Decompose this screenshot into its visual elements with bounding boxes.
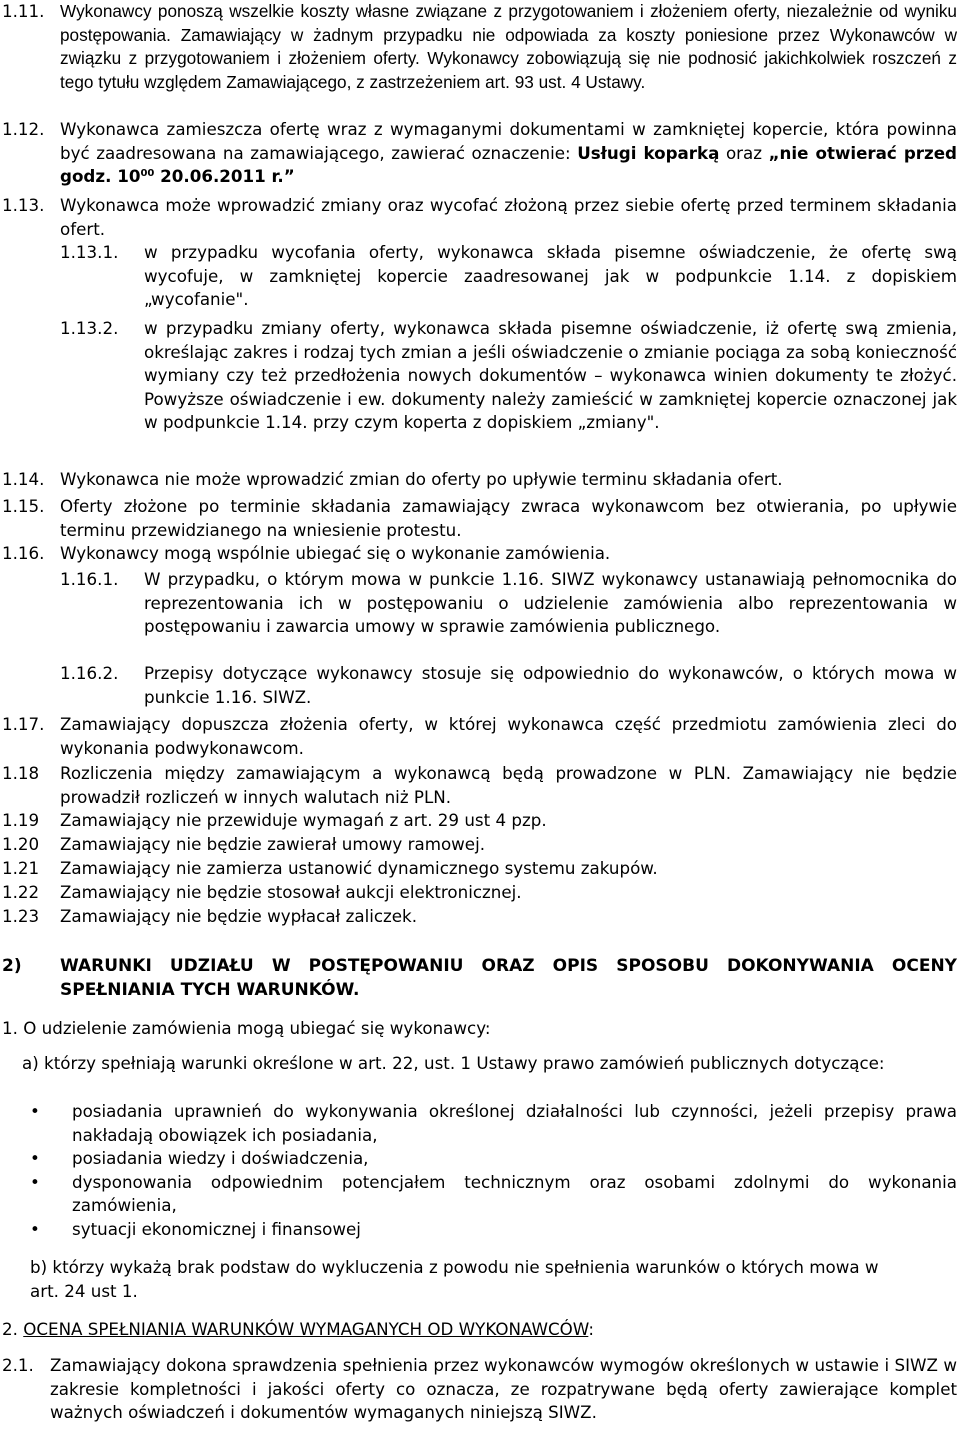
section-1-16-1 [60,568,957,639]
paragraph-a-text: a) którzy spełniają warunki określone w art. 22, ust. 1 Ustawy prawo zamówień publicznych dotyczące: [22,1053,885,1073]
heading-text: WARUNKI UDZIAŁU W POSTĘPOWANIU ORAZ OPIS SPOSOBU DOKONYWANIA OCENY SPEŁNIANIA TYCH WARUNKÓW. [60,956,957,1000]
section-text: Zamawiający nie będzie wypłacał zaliczek. [60,906,418,926]
chapter-heading [2,955,957,1002]
section-text: Zamawiający dopuszcza złożenia oferty, w której wykonawca część przedmiotu zamówienia zleci do wykonania podwykonawcom. [60,714,957,758]
section-1-21 [2,857,957,881]
section-number: 1.11. [2,1,45,21]
section-number: 1.18 [2,763,40,783]
section-number: 1.19 [2,810,40,830]
list-item-text: dysponowania odpowiednim potencjałem technicznym oraz osobami zdolnymi do wykonania zamówienia, [72,1171,957,1215]
paragraph-b: b) którzy wykażą brak podstaw do wykluczenia z powodu nie spełnienia warunków o których mowa w art. 24 ust 1. [30,1257,879,1301]
section-1-12 [2,118,957,189]
bullet-icon: • [30,1218,40,1239]
section-1-18 [2,762,957,809]
list-item-text: posiadania wiedzy i doświadczenia, [72,1148,369,1168]
section-1-16-2 [60,662,957,709]
section-number: 1.23 [2,906,40,926]
section-number: 1.16.1. [60,569,119,589]
marking-date: 20.06.2011 r.” [154,166,295,186]
marking-text: Usługi koparką [577,142,720,163]
section-text: Zamawiający nie będzie stosował aukcji elektronicznej. [60,882,522,902]
list-item-text: sytuacji ekonomicznej i finansowej [72,1218,361,1239]
section-text: Zamawiający dokona sprawdzenia spełnienia przez wykonawców wymogów określonych w ustawie i SIWZ w zakresie kompletności i jakości oferty co oznacza, ze rozpatrywane będą oferty zawierające komplet ważnych oświadczeń i dokumentów wymaganych niniejszą SIWZ. [50,1355,957,1422]
section-text: Wykonawca nie może wprowadzić zmian do oferty po upływie terminu składania ofert. [60,469,783,489]
section-text: Rozliczenia między zamawiającym a wykonawcą będą prowadzone w PLN. Zamawiający nie będzie prowadził rozliczeń w innych walutach niż PLN. [60,763,957,807]
section-number: 2. [2,1319,18,1339]
section-number: 1.13.1. [60,242,119,262]
paragraph-a [2,1052,957,1076]
section-1-23 [2,905,957,929]
section-number: 1.13.2. [60,318,119,338]
section-number: 1.16. [2,543,45,563]
section-1-13-2 [60,317,957,435]
section-number: 1.13. [2,195,45,215]
section-number: 1.20 [2,834,40,854]
section-text: Oferty złożone po terminie składania zamawiający zwraca wykonawcom bez otwierania, po upływie terminu przewidzianego na wniesienie protestu. [60,496,957,540]
section-text: Wykonawca zamieszcza ofertę wraz z wymaganymi dokumentami w zamkniętej kopercie, która powinna być zaadresowana na zamawiającego, zawierać oznaczenie: [60,119,957,163]
list-item [22,1100,957,1147]
section-number: 1.17. [2,714,45,734]
section-text-and: oraz [719,142,769,163]
bullet-icon: • [30,1171,40,1192]
list-item-text: posiadania uprawnień do wykonywania określonej działalności lub czynności, jeżeli przepisy prawa nakładają obowiązek ich posiadania, [72,1101,957,1145]
section-text: W przypadku, o którym mowa w punkcie 1.16. SIWZ wykonawcy ustanawiają pełnomocnika do reprezentowania ich w postępowaniu o udzielenie zamówienia albo reprezentowania w postępowaniu i zawarcia umowy w sprawie zamówienia publicznego. [144,569,957,636]
section-1-15 [2,495,957,542]
list-item [22,1147,957,1171]
section-text: w przypadku wycofania oferty, wykonawca składa pisemne oświadczenie, że ofertę swą wycofuje, w zamkniętej kopercie zaadresowanej jak w podpunkcie 1.14. z dopiskiem „wycofanie". [144,242,957,309]
section-number: 2.1. [2,1355,34,1375]
section-1-20 [2,833,957,857]
section-number: 1.16.2. [60,663,119,683]
heading-colon: : [588,1319,594,1339]
marking-do-not-open: „nie otwierać przed godz. 10 [60,142,957,186]
paragraph-1: 1. O udzielenie zamówienia mogą ubiegać się wykonawcy: [2,1018,491,1038]
section-number: 1.21 [2,858,40,878]
section-number: 1.12. [2,119,45,139]
section-1-17 [2,713,957,760]
conditions-list [22,1100,957,1241]
section-1-13 [2,194,957,241]
section-1-11 [2,0,957,94]
section-1-16 [2,542,957,566]
list-item [22,1171,957,1218]
section-2-1 [2,1354,957,1425]
section-text: Wykonawcy ponoszą wszelkie koszty własne związane z przygotowaniem i złożeniem oferty, niezależnie od wyniku postępowania. Zamawiający w żadnym przypadku nie odpowiada za koszty poniesione przez Wykonawców w związku z przygotowaniem i złożeniem oferty. [60,1,957,68]
section-number: 1.14. [2,469,45,489]
paragraph-2 [2,1318,957,1342]
heading-number: 2) [2,956,22,976]
section-text: Zamawiający nie zamierza ustanowić dynamicznego systemu zakupów. [60,858,658,878]
section-1-14 [2,468,957,492]
section-text: Wykonawcy mogą wspólnie ubiegać się o wykonanie zamówienia. [60,543,611,563]
section-text-continued: Wykonawcy zobowiązują się nie podnosić jakichkolwiek roszczeń z tego tytułu względem Zamawiającego, z zastrzeżeniem art. 93 ust. 4 Ustawy. [60,48,957,92]
section-text: Wykonawca może wprowadzić zmiany oraz wycofać złożoną przez siebie ofertę przed terminem składania ofert. [60,195,957,239]
section-heading-underlined: OCENA SPEŁNIANIA WARUNKÓW WYMAGANYCH OD WYKONAWCÓW [23,1319,589,1339]
hour-superscript: 00 [140,168,155,179]
section-text: Przepisy dotyczące wykonawcy stosuje się odpowiednio do wykonawców, o których mowa w punkcie 1.16. SIWZ. [144,663,957,707]
section-text: Zamawiający nie przewiduje wymagań z art. 29 ust 4 pzp. [60,810,547,830]
section-1-19 [2,809,957,833]
section-number: 1.22 [2,882,40,902]
bullet-icon: • [30,1148,40,1168]
section-number: 1.15. [2,496,45,516]
section-1-22 [2,881,957,905]
bullet-icon: • [30,1101,40,1121]
section-1-13-1 [60,241,957,312]
section-text: Zamawiający nie będzie zawierał umowy ramowej. [60,834,486,854]
list-item [22,1218,957,1242]
section-text: w przypadku zmiany oferty, wykonawca składa pisemne oświadczenie, iż ofertę swą zmienia, określając zakres i rodzaj tych zmian a jeśli oświadczenie o zmianie pociąga za sobą konieczność wymiany czy też przedłożenia nowych dokumentów – wykonawca winien dokumenty te złożyć. Powyższe oświadczenie i ew. dokumenty należy zamieścić w zamkniętej kopercie oznaczonej jak w podpunkcie 1.14. przy czym koperta z dopiskiem „zmiany". [144,318,957,432]
